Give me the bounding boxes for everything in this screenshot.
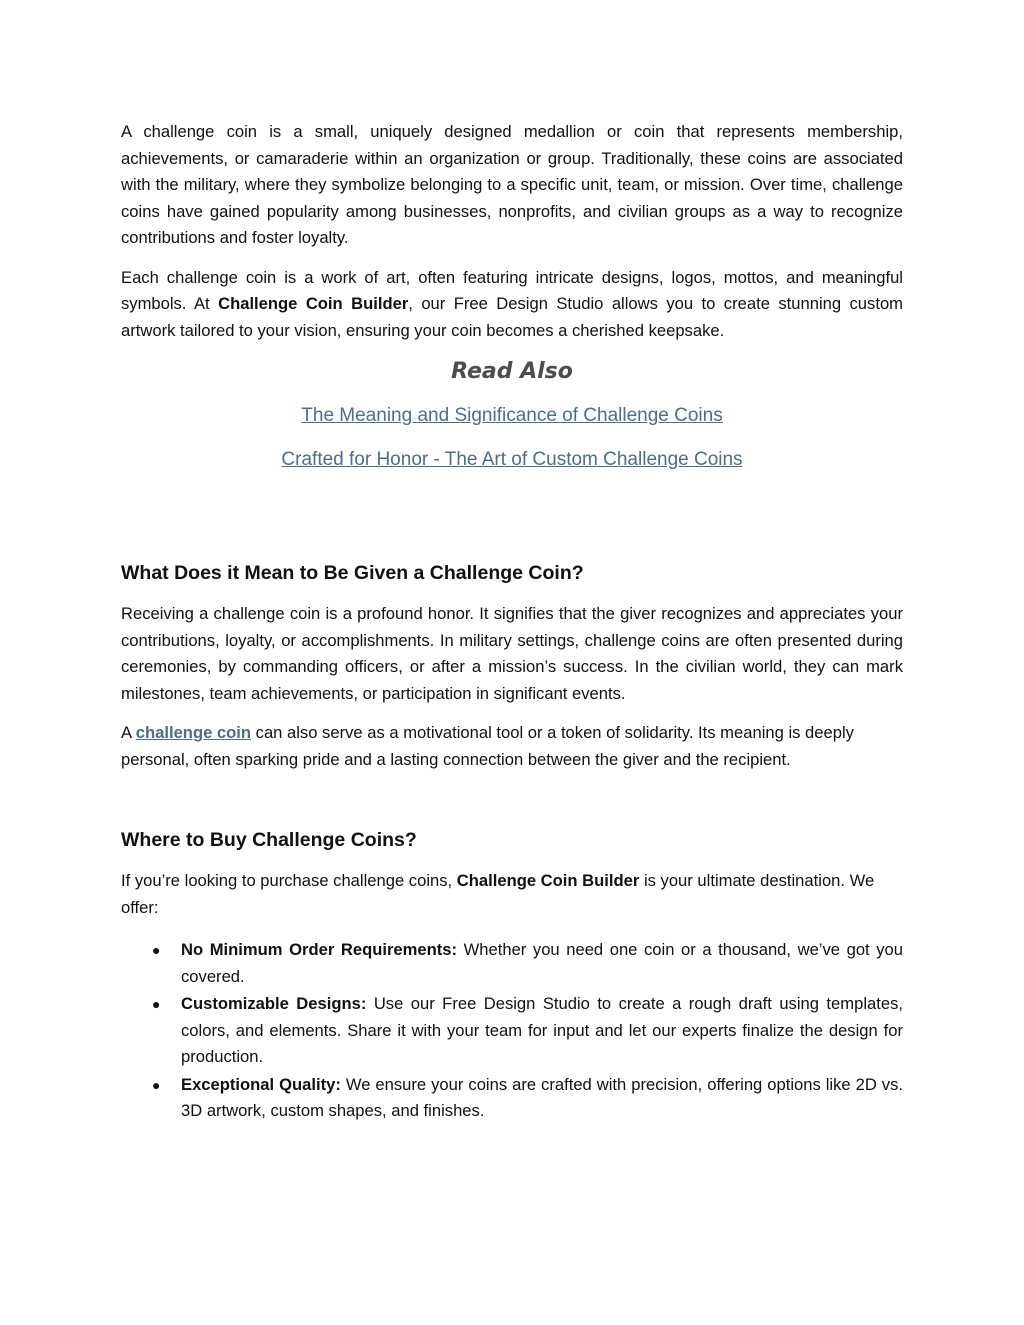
list-item-title: No Minimum Order Requirements: (181, 940, 458, 959)
list-item (152, 991, 903, 1071)
list-item (152, 1072, 903, 1125)
read-also-heading: Read Also (451, 359, 573, 384)
list-item-text: Whether you need one coin or a thousand, we’ve got you covered. (181, 940, 903, 986)
section2-p1-brand: Challenge Coin Builder (456, 871, 640, 890)
list-item-text: We ensure your coins are crafted with precision, offering options like 2D vs. 3D artwork, custom shapes, and finishes. (181, 1074, 903, 1120)
bullet-icon: ● (152, 996, 161, 1012)
bullet-icon: ● (152, 942, 161, 958)
read-also-link-crafted[interactable]: Crafted for Honor - The Art of Custom Challenge Coins (281, 449, 743, 470)
list-item-text: Use our Free Design Studio to create a rough draft using templates, colors, and elements. Share it with your team for input and let our experts finalize the design for production. (181, 994, 903, 1066)
list-item (152, 937, 903, 990)
list-item-title: Exceptional Quality: (181, 1074, 341, 1094)
section1-p2-text-after: can also serve as a motivational tool or a token of solidarity. Its meaning is deeply personal, often sparking pride and a lasting connection between the giver and the recipient. (121, 723, 854, 769)
list-item-title: Customizable Designs: (181, 994, 367, 1013)
intro-p2-text-before: Each challenge coin is a work of art, often featuring intricate designs, logos, mottos, and meaningful symbols. At (121, 267, 903, 313)
read-also-link-meaning[interactable]: The Meaning and Significance of Challenge Coins (301, 405, 723, 426)
section-heading-where-to-buy: Where to Buy Challenge Coins? (121, 829, 417, 851)
bullet-icon: ● (152, 1076, 161, 1093)
intro-paragraph-2 (121, 265, 903, 345)
challenge-coin-link[interactable]: challenge coin (135, 723, 252, 742)
intro-p2-text-after: , our Free Design Studio allows you to create stunning custom artwork tailored to your vision, ensuring your coin becomes a cherished keepsake. (121, 294, 903, 340)
section1-paragraph-1: Receiving a challenge coin is a profound honor. It signifies that the giver recognizes and appreciates your contributions, loyalty, or accomplishments. In military settings, challenge coins are often presented during ceremonies, by commanding officers, or after a mission’s success. In the civilian world, they can mark milestones, team achievements, or participation in significant events. (121, 604, 903, 703)
document-page (121, 119, 903, 1126)
section2-paragraph-1 (121, 868, 903, 921)
intro-p2-brand: Challenge Coin Builder (218, 294, 409, 313)
section2-p1-text-after: is your ultimate destination. We offer: (121, 871, 875, 917)
offers-list (121, 937, 903, 1125)
section1-p2-text-before: A (121, 723, 136, 742)
section2-p1-text-before: If you’re looking to purchase challenge coins, (121, 871, 457, 890)
section-heading-meaning: What Does it Mean to Be Given a Challenge Coin? (121, 562, 584, 584)
section1-paragraph-2 (121, 720, 903, 773)
intro-paragraph-1: A challenge coin is a small, uniquely designed medallion or coin that represents membership, achievements, or camaraderie within an organization or group. Traditionally, these coins are associated with the military, where they symbolize belonging to a specific unit, team, or mission. Over time, challenge coins have gained popularity among businesses, nonprofits, and civilian groups as a way to recognize contributions and foster loyalty. (121, 122, 903, 247)
